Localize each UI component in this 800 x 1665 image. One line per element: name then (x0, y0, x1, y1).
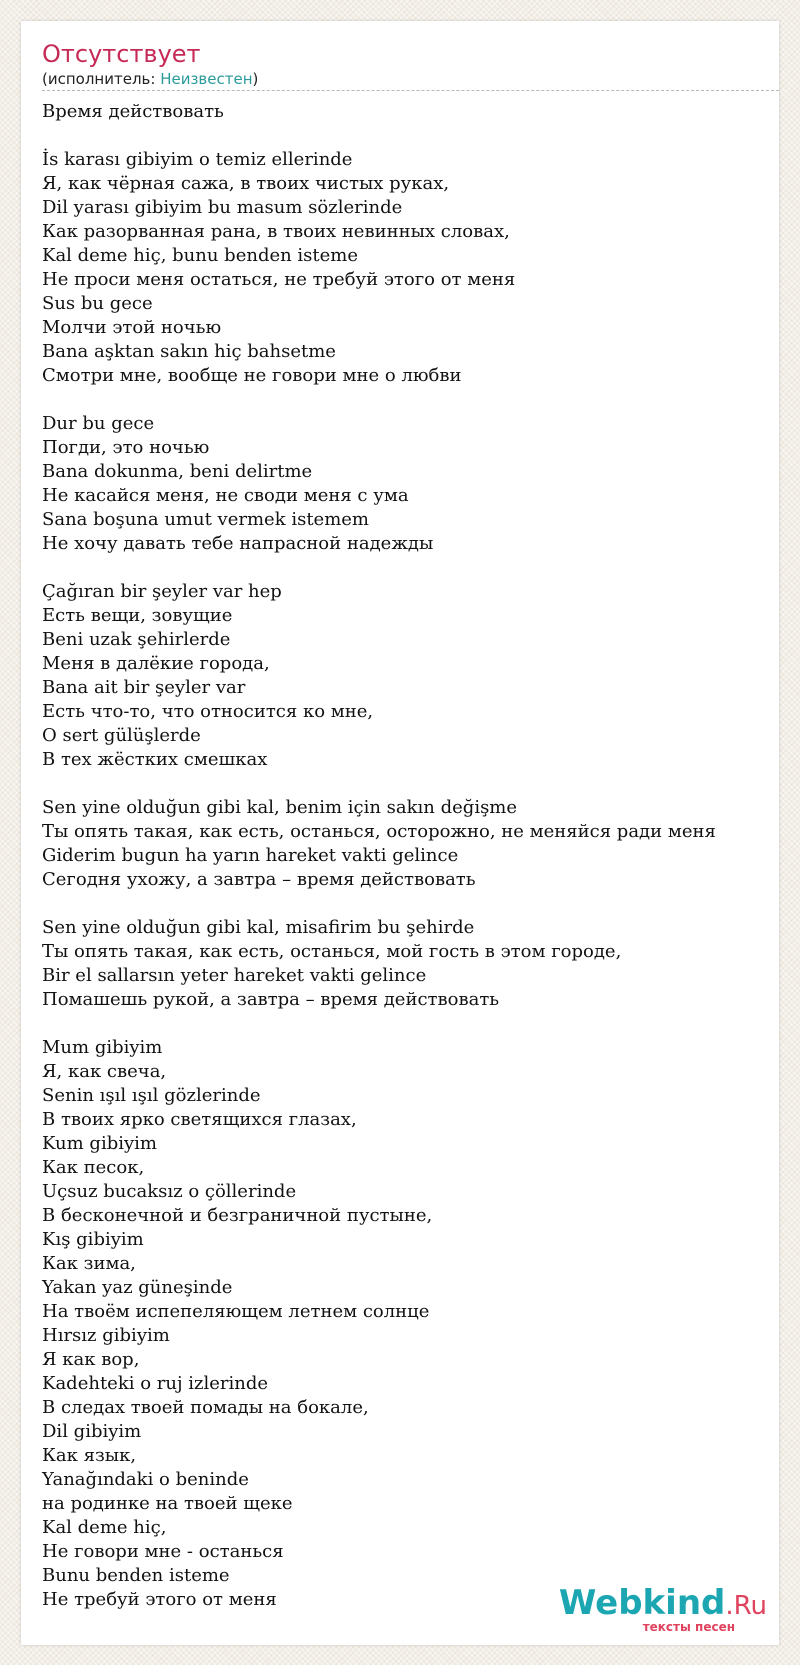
song-title: Отсутствует (42, 40, 201, 68)
lyric-line: Mum gibiyim (42, 1037, 163, 1058)
lyric-line: Bir el sallarsın yeter hareket vakti gelince (42, 965, 427, 986)
lyric-line: Bunu benden isteme (42, 1565, 230, 1586)
lyric-line: Как песок, (42, 1157, 145, 1178)
lyric-line: Dil gibiyim (42, 1421, 142, 1442)
stanza-break (42, 556, 779, 580)
lyrics-card (21, 21, 779, 1645)
lyric-line: Bana aşktan sakın hiç bahsetme (42, 341, 336, 362)
lyric-line: Sen yine olduğun gibi kal, benim için sakın değişme (42, 797, 518, 818)
lyrics-text (42, 100, 779, 1612)
lyric-line: Beni uzak şehirlerde (42, 629, 231, 650)
lyric-line: Смотри мне, вообще не говори мне о любви (42, 365, 462, 386)
stanza-break (42, 388, 779, 412)
logo-word: Webkind (558, 1583, 726, 1623)
lyric-line: Yanağındaki o beninde (42, 1469, 249, 1490)
lyric-line: Как разорванная рана, в твоих невинных словах, (42, 221, 510, 242)
lyric-line: Не проси меня остаться, не требуй этого от меня (42, 269, 516, 290)
lyric-line: Yakan yaz güneşinde (42, 1277, 233, 1298)
lyric-line: Не хочу давать тебе напрасной надежды (42, 533, 434, 554)
lyric-line: Я, как свеча, (42, 1061, 167, 1082)
lyric-line: Как язык, (42, 1445, 137, 1466)
lyric-line: Как зима, (42, 1253, 136, 1274)
divider (42, 90, 779, 91)
lyric-line: Sana boşuna umut vermek istemem (42, 509, 369, 530)
artist-prefix: (исполнитель: (42, 70, 161, 88)
lyric-line: Молчи этой ночью (42, 317, 222, 338)
lyric-line: Есть вещи, зовущие (42, 605, 233, 626)
lyric-line: Sen yine olduğun gibi kal, misafirim bu şehirde (42, 917, 475, 938)
lyric-line: Çağıran bir şeyler var hep (42, 581, 282, 602)
webkind-logo[interactable] (558, 1583, 767, 1636)
lyric-line: Sus bu gece (42, 293, 153, 314)
logo-subtitle: тексты песен (642, 1620, 735, 1634)
lyric-line: Dur bu gece (42, 413, 155, 434)
lyric-line: Ты опять такая, как есть, останься, мой гость в этом городе, (42, 941, 622, 962)
lyric-line: В бесконечной и безграничной пустыне, (42, 1205, 433, 1226)
lyric-line: Время действовать (42, 101, 224, 122)
stanza-break (42, 772, 779, 796)
lyric-line: В тех жёстких смешках (42, 749, 268, 770)
lyric-line: Kum gibiyim (42, 1133, 157, 1154)
lyric-line: Я, как чёрная сажа, в твоих чистых руках, (42, 173, 450, 194)
lyric-line: Senin ışıl ışıl gözlerinde (42, 1085, 261, 1106)
lyric-line: Помашешь рукой, а завтра – время действовать (42, 989, 500, 1010)
lyric-line: Не требуй этого от меня (42, 1589, 277, 1610)
lyric-line: Bana dokunma, beni delirtme (42, 461, 313, 482)
lyric-line: Hırsız gibiyim (42, 1325, 170, 1346)
lyric-line: на родинке на твоей щеке (42, 1493, 293, 1514)
lyric-line: Giderim bugun ha yarın hareket vakti gelince (42, 845, 459, 866)
lyric-line: Kal deme hiç, (42, 1517, 167, 1538)
lyric-line: Сегодня ухожу, а завтра – время действовать (42, 869, 476, 890)
lyric-line: Я как вор, (42, 1349, 140, 1370)
lyric-line: Меня в далёкие города, (42, 653, 270, 674)
lyric-line: Kadehteki o ruj izlerinde (42, 1373, 269, 1394)
artist-suffix: ) (252, 70, 259, 88)
lyric-line: Bana ait bir şeyler var (42, 677, 246, 698)
lyric-line: Uçsuz bucaksız o çöllerinde (42, 1181, 297, 1202)
lyric-line: Погди, это ночью (42, 437, 210, 458)
stanza-break (42, 1012, 779, 1036)
stanza-break (42, 892, 779, 916)
lyric-line: Dil yarası gibiyim bu masum sözlerinde (42, 197, 403, 218)
lyric-line: Не говори мне - останься (42, 1541, 284, 1562)
lyric-line: O sert gülüşlerde (42, 725, 201, 746)
lyric-line: Есть что-то, что относится ко мне, (42, 701, 374, 722)
lyric-line: Ты опять такая, как есть, останься, осторожно, не меняйся ради меня (42, 821, 716, 842)
artist-line (42, 70, 258, 88)
lyric-line: Kış gibiyim (42, 1229, 144, 1250)
lyric-line: İs karası gibiyim o temiz ellerinde (42, 149, 353, 170)
stanza-break (42, 124, 779, 148)
lyric-line: Kal deme hiç, bunu benden isteme (42, 245, 359, 266)
logo-tld: .Ru (725, 1591, 767, 1621)
artist-link[interactable]: Неизвестен (160, 70, 253, 88)
lyric-line: В твоих ярко светящихся глазах, (42, 1109, 357, 1130)
lyric-line: В следах твоей помады на бокале, (42, 1397, 369, 1418)
lyric-line: Не касайся меня, не своди меня с ума (42, 485, 409, 506)
lyric-line: На твоём испепеляющем летнем солнце (42, 1301, 430, 1322)
logo-wordmark (559, 1584, 767, 1625)
